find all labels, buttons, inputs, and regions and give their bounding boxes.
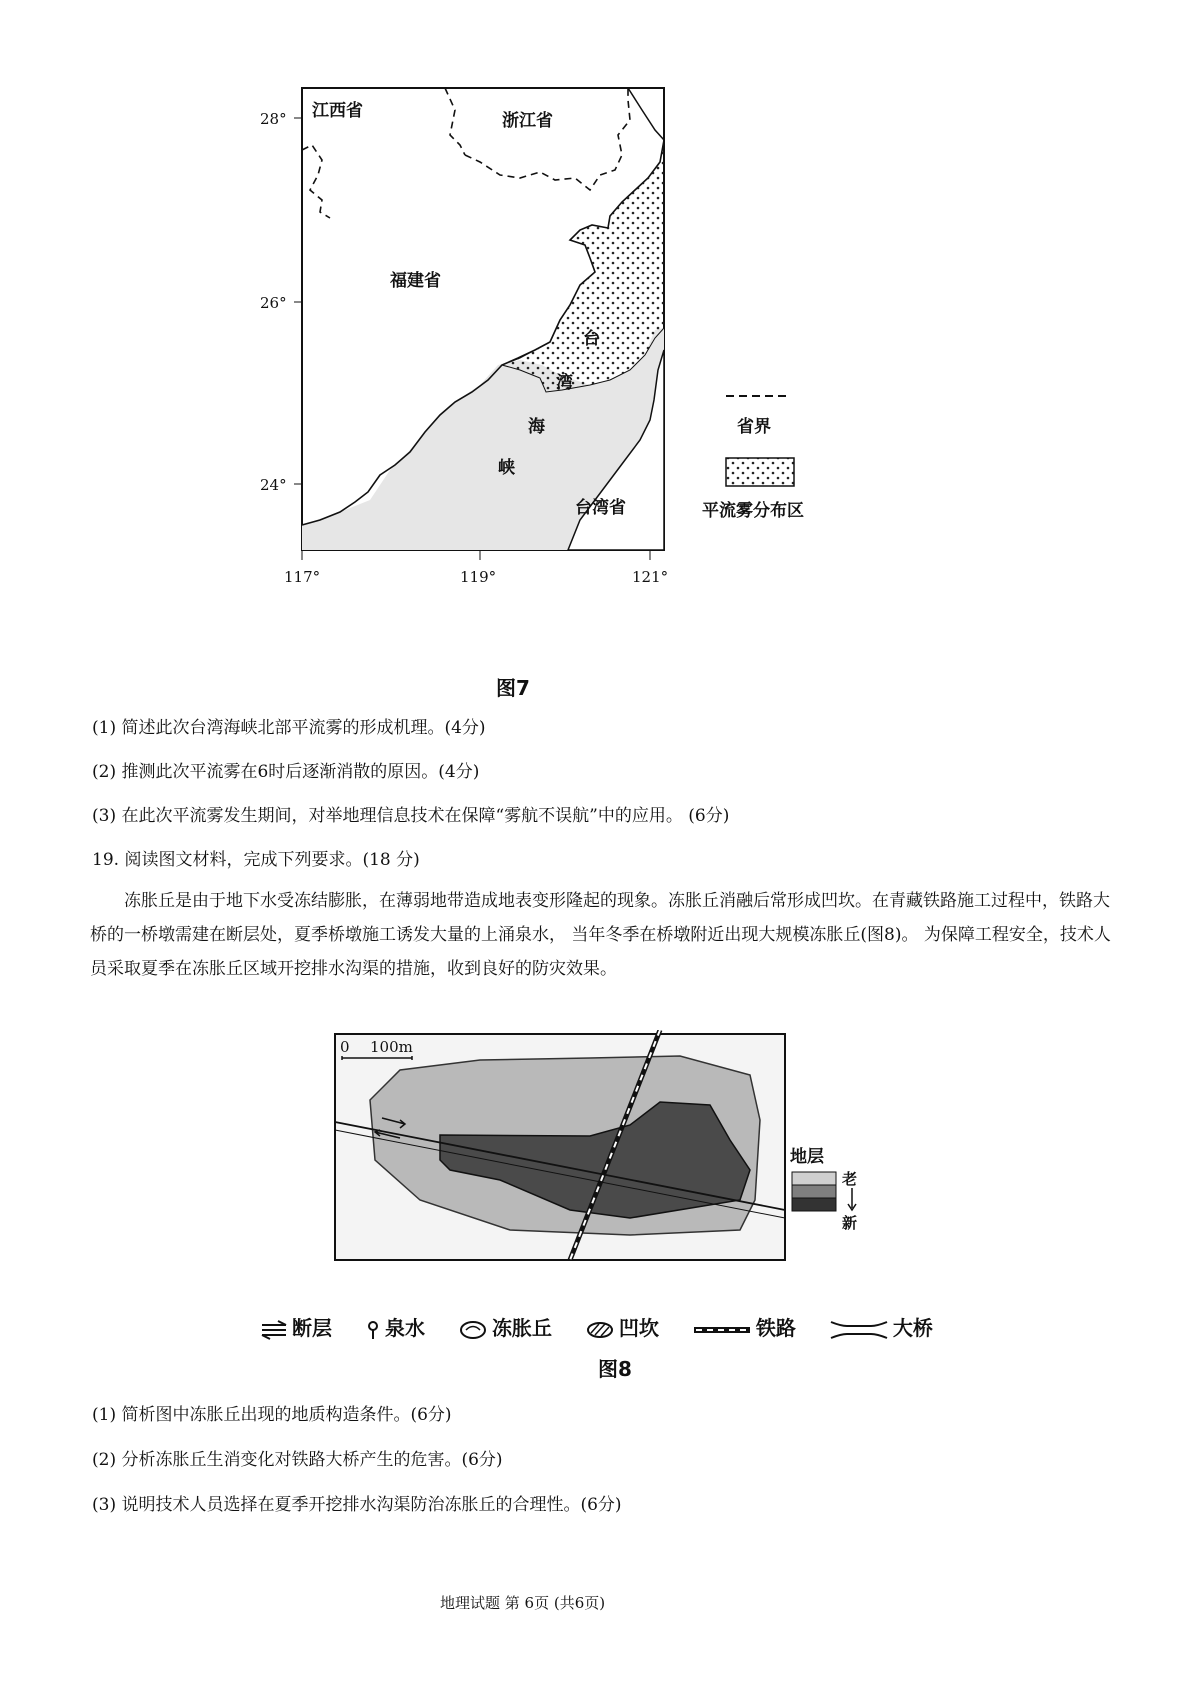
lat-tick-26: 26° (260, 294, 287, 312)
strait-char-4: 峡 (498, 458, 515, 478)
q19-part2: (2) 分析冻胀丘生消变化对铁路大桥产生的危害。(6分) (92, 1450, 503, 1470)
q18-part2: (2) 推测此次平流雾在6时后逐渐消散的原因。(4分) (92, 762, 480, 782)
legend-fog-symbol (726, 458, 794, 486)
lon-tick-119: 119° (460, 568, 497, 586)
railway-icon (692, 1319, 752, 1341)
depression-icon (585, 1319, 615, 1341)
figure8-caption: 图8 (598, 1357, 632, 1381)
fault-icon (260, 1319, 288, 1341)
q19-part3: (3) 说明技术人员选择在夏季开挖排水沟渠防治冻胀丘的合理性。(6分) (92, 1495, 622, 1515)
scale-100m: 100m (370, 1038, 413, 1056)
bridge-icon (829, 1319, 889, 1341)
label-jiangxi: 江西省 (312, 101, 363, 121)
strait-char-1: 台 (583, 329, 600, 349)
spring-icon (365, 1319, 381, 1341)
frost-mound-icon (458, 1319, 488, 1341)
legend-border-label: 省界 (737, 417, 771, 437)
legend-railway: 铁路 (692, 1312, 796, 1341)
legend-fault: 断层 (260, 1312, 332, 1341)
q19-material: 冻胀丘是由于地下水受冻结膨胀，在薄弱地带造成地表变形隆起的现象。冻胀丘消融后常形成凹坎。在青藏铁路施工过程中，铁路大桥的一桥墩需建在断层处，夏季桥墩施工诱发大量的上涌泉水， 当年冬季在桥墩附近出现大规模冻胀丘(图8)。 为保障工程安全，技术人员采取夏季在冻胀丘区域开挖排水沟渠的措施，收到良好的防灾效果。 (90, 891, 1111, 979)
q18-part1: (1) 简述此次台湾海峡北部平流雾的形成机理。(4分) (92, 718, 486, 738)
legend-fog-label: 平流雾分布区 (702, 501, 804, 521)
q18-part3: (3) 在此次平流雾发生期间，对举地理信息技术在保障“雾航不误航”中的应用。 (6分) (92, 806, 730, 826)
figure8-map (330, 1030, 930, 1270)
legend-bridge: 大桥 (829, 1312, 933, 1341)
lat-tick-28: 28° (260, 110, 287, 128)
page-footer: 地理试题 第 6页 (共6页) (440, 1594, 606, 1612)
strait-char-3: 海 (528, 417, 545, 437)
figure8-legend (260, 1312, 959, 1341)
label-zhejiang: 浙江省 (502, 111, 553, 131)
label-fujian: 福建省 (390, 271, 441, 291)
lon-tick-117: 117° (284, 568, 321, 586)
figure7-caption: 图7 (496, 676, 530, 700)
strata-old: 老 (842, 1170, 858, 1188)
figure7-map (250, 80, 930, 640)
q19-part1: (1) 简析图中冻胀丘出现的地质构造条件。(6分) (92, 1405, 452, 1425)
legend-frost-mound: 冻胀丘 (458, 1312, 552, 1341)
legend-spring: 泉水 (365, 1312, 425, 1341)
q19-title: 19. 阅读图文材料，完成下列要求。(18 分) (92, 850, 420, 870)
legend-depression: 凹坎 (585, 1312, 659, 1341)
scale-zero: 0 (340, 1038, 350, 1056)
strait-char-2: 湾 (556, 373, 573, 393)
strata-new: 新 (842, 1214, 858, 1232)
label-taiwan-province: 台湾省 (575, 498, 626, 518)
lon-tick-121: 121° (632, 568, 669, 586)
strata-legend-title: 地层 (790, 1147, 824, 1167)
lat-tick-24: 24° (260, 476, 287, 494)
